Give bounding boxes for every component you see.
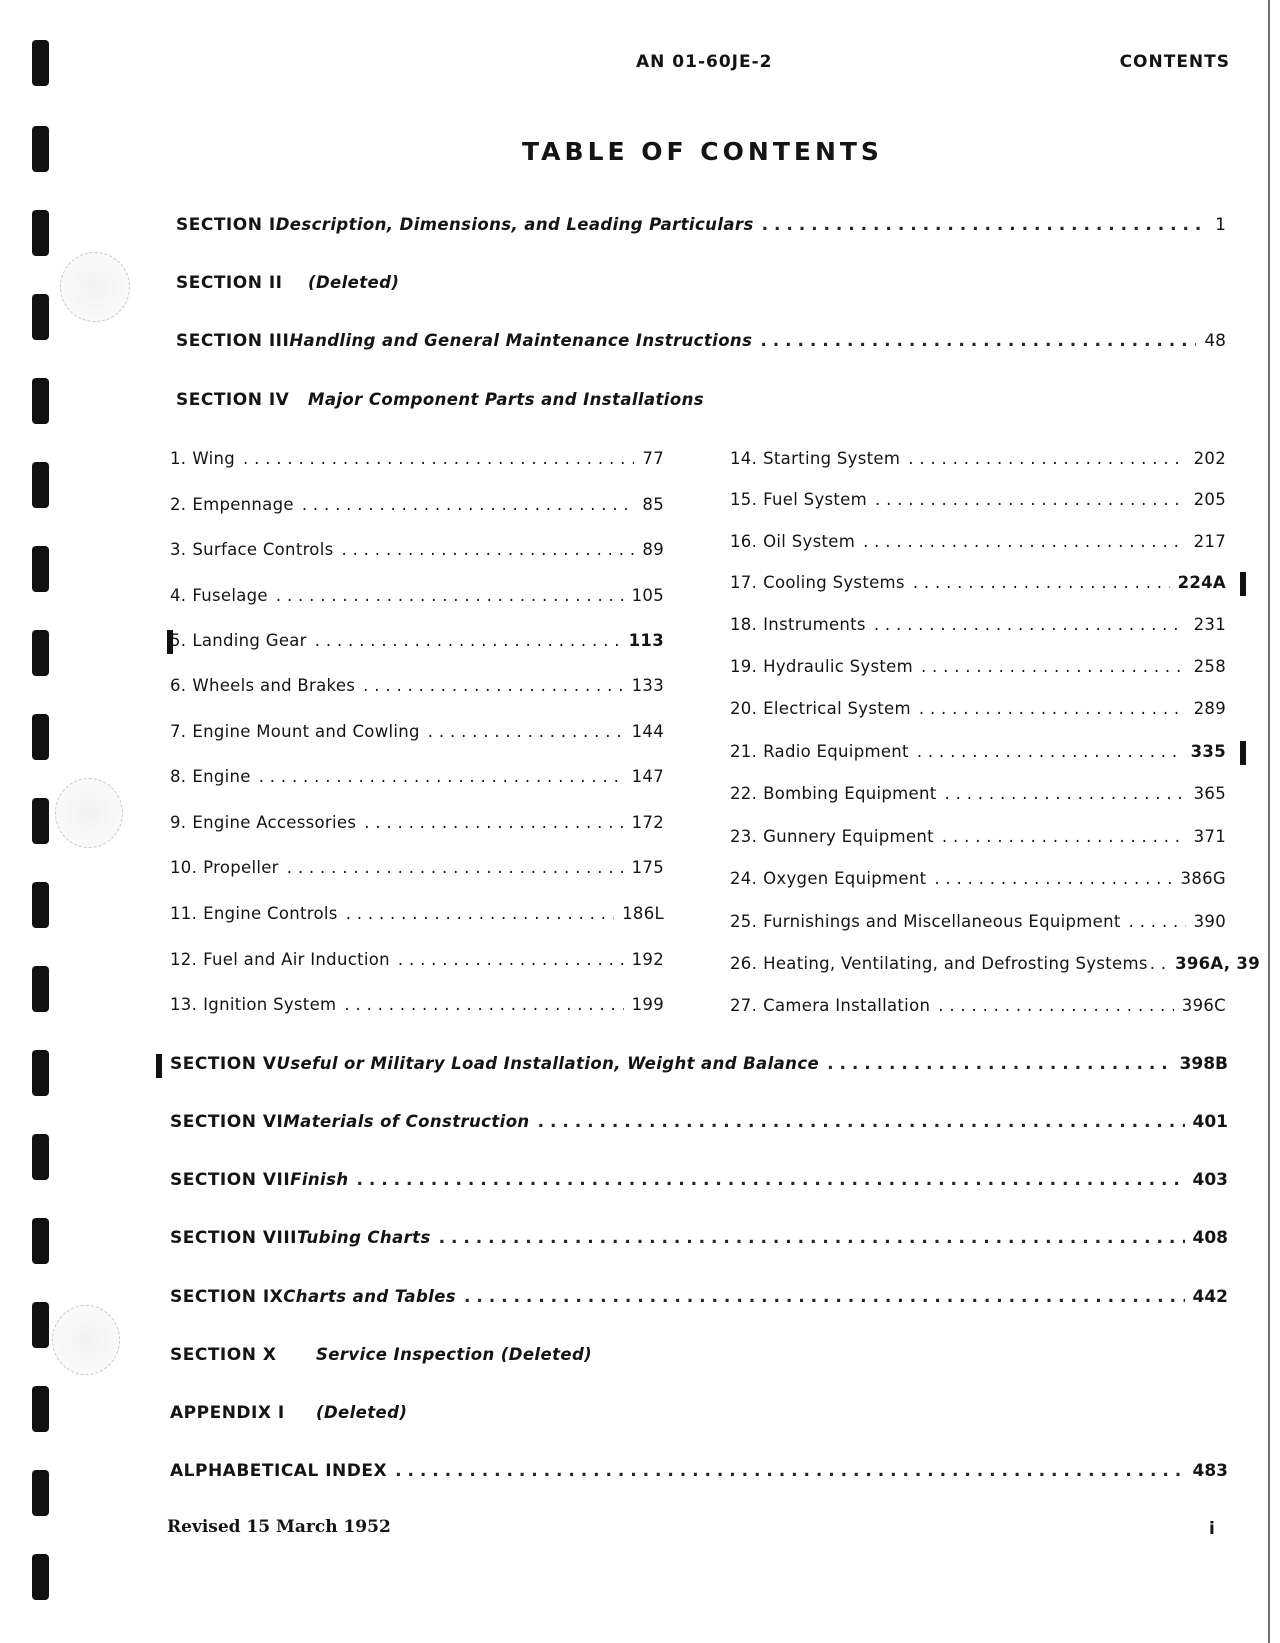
section-label: SECTION IX xyxy=(170,1287,284,1307)
item-name: Furnishings and Miscellaneous Equipment xyxy=(763,912,1121,931)
item-number: 27. xyxy=(730,996,758,1015)
toc-subentry[interactable] xyxy=(730,612,1226,638)
page-reference: 365 xyxy=(1193,784,1226,803)
page-reference: 289 xyxy=(1193,699,1226,718)
revision-date: Revised 15 March 1952 xyxy=(167,1517,391,1537)
dot-leader xyxy=(464,1284,1184,1310)
item-name: Radio Equipment xyxy=(763,742,909,761)
dot-leader xyxy=(874,612,1186,638)
page-reference: 217 xyxy=(1193,532,1226,551)
toc-subentry[interactable] xyxy=(170,537,664,563)
toc-subentry[interactable] xyxy=(170,719,664,745)
page-reference: 408 xyxy=(1192,1228,1228,1248)
item-name: Wheels and Brakes xyxy=(192,676,356,695)
toc-subentry[interactable] xyxy=(170,810,664,836)
dot-leader xyxy=(908,446,1185,472)
binder-hole xyxy=(32,1302,49,1348)
item-number: 12. xyxy=(170,950,198,969)
binder-hole xyxy=(32,1386,49,1432)
page-reference: 172 xyxy=(631,813,664,832)
dot-leader xyxy=(762,212,1208,238)
page-reference: 386G xyxy=(1180,869,1226,888)
section-title: Service Inspection (Deleted) xyxy=(316,1345,593,1364)
dot-leader xyxy=(398,947,624,973)
dot-leader xyxy=(938,993,1174,1019)
dot-leader xyxy=(827,1051,1171,1077)
page-reference: 144 xyxy=(631,722,664,741)
item-number: 7. xyxy=(170,722,187,741)
page-reference: 48 xyxy=(1204,331,1226,351)
binder-hole xyxy=(32,882,49,928)
page-reference: 442 xyxy=(1192,1287,1228,1307)
item-name: Starting System xyxy=(763,449,901,468)
section-title: Materials of Construction xyxy=(283,1112,530,1131)
section-label: SECTION VI xyxy=(170,1112,284,1132)
page-reference: 85 xyxy=(642,495,664,514)
toc-subentry[interactable] xyxy=(170,764,664,790)
page-reference: 224A xyxy=(1177,573,1226,592)
binder-hole xyxy=(32,966,49,1012)
toc-subentry[interactable] xyxy=(170,446,664,472)
punch-hole-mark xyxy=(52,1305,120,1375)
binder-hole xyxy=(32,1470,49,1516)
section-title: Description, Dimensions, and Leading Particulars xyxy=(275,215,754,234)
item-number: 3. xyxy=(170,540,187,559)
dot-leader xyxy=(1150,951,1173,977)
toc-subentry[interactable] xyxy=(730,866,1226,892)
toc-subentry[interactable] xyxy=(170,583,664,609)
page-reference: 258 xyxy=(1193,657,1226,676)
toc-subentry[interactable] xyxy=(730,951,1260,977)
page-reference: 231 xyxy=(1193,615,1226,634)
page-reference: 401 xyxy=(1192,1112,1228,1132)
section-label: SECTION IV xyxy=(176,390,290,410)
dot-leader xyxy=(538,1109,1185,1135)
item-number: 8. xyxy=(170,767,187,786)
dot-leader xyxy=(395,1458,1184,1484)
page-reference: 403 xyxy=(1192,1170,1228,1190)
binder-hole xyxy=(32,462,49,508)
dot-leader xyxy=(363,673,623,699)
section-label: ALPHABETICAL INDEX xyxy=(170,1461,388,1481)
item-number: 6. xyxy=(170,676,187,695)
toc-subentry[interactable] xyxy=(170,628,664,654)
page-reference: 113 xyxy=(628,631,664,650)
item-number: 9. xyxy=(170,813,187,832)
toc-entry[interactable] xyxy=(176,328,1226,354)
dot-leader xyxy=(921,654,1186,680)
dot-leader xyxy=(934,866,1172,892)
section-title: Useful or Military Load Installation, Weight and Balance xyxy=(276,1054,820,1073)
item-number: 20. xyxy=(730,699,758,718)
running-header xyxy=(0,52,1280,82)
toc-subentry[interactable] xyxy=(170,673,664,699)
item-number: 22. xyxy=(730,784,758,803)
dot-leader xyxy=(364,810,623,836)
binder-hole xyxy=(32,798,49,844)
section-title: Charts and Tables xyxy=(283,1287,457,1306)
section-label: SECTION I xyxy=(176,215,276,235)
item-name: Bombing Equipment xyxy=(763,784,937,803)
binder-hole xyxy=(32,1218,49,1264)
toc-entry[interactable] xyxy=(170,1167,1228,1193)
page-reference: 390 xyxy=(1193,912,1226,931)
dot-leader xyxy=(913,570,1170,596)
page-reference: 199 xyxy=(631,995,664,1014)
item-name: Ignition System xyxy=(203,995,337,1014)
page-reference: 335 xyxy=(1190,742,1226,761)
toc-entry[interactable] xyxy=(170,1225,1228,1251)
binder-hole xyxy=(32,1050,49,1096)
header-section-label: CONTENTS xyxy=(1119,52,1230,72)
item-name: Gunnery Equipment xyxy=(763,827,934,846)
binder-hole xyxy=(32,210,49,256)
toc-subentry[interactable] xyxy=(730,781,1226,807)
section-label: SECTION II xyxy=(176,273,283,293)
change-bar xyxy=(156,1054,162,1078)
item-number: 4. xyxy=(170,586,187,605)
item-number: 25. xyxy=(730,912,758,931)
item-number: 23. xyxy=(730,827,758,846)
item-name: Camera Installation xyxy=(763,996,931,1015)
binder-hole xyxy=(32,1134,49,1180)
item-name: Fuel System xyxy=(763,490,867,509)
page-reference: 77 xyxy=(642,449,664,468)
toc-subentry[interactable] xyxy=(170,855,664,881)
change-bar xyxy=(1240,741,1246,765)
toc-subentry[interactable] xyxy=(730,529,1226,555)
item-name: Propeller xyxy=(203,858,279,877)
dot-leader xyxy=(945,781,1186,807)
item-number: 14. xyxy=(730,449,758,468)
item-name: Heating, Ventilating, and Defrosting Systems xyxy=(763,954,1148,973)
document-number: AN 01-60JE-2 xyxy=(636,52,773,72)
item-number: 19. xyxy=(730,657,758,676)
binder-hole xyxy=(32,294,49,340)
item-name: Oil System xyxy=(763,532,856,551)
toc-subentry[interactable] xyxy=(170,947,664,973)
dot-leader xyxy=(917,739,1183,765)
toc-entry[interactable] xyxy=(170,1458,1228,1484)
item-number: 5. xyxy=(170,631,187,650)
section-title: (Deleted) xyxy=(316,1403,408,1422)
item-number: 18. xyxy=(730,615,758,634)
page-reference: 105 xyxy=(631,586,664,605)
toc-entry[interactable] xyxy=(176,387,1226,413)
item-number: 17. xyxy=(730,573,758,592)
toc-subentry[interactable] xyxy=(730,824,1226,850)
dot-leader xyxy=(428,719,624,745)
toc-entry[interactable] xyxy=(170,1109,1228,1135)
dot-leader xyxy=(287,855,624,881)
page-reference: 1 xyxy=(1215,215,1226,235)
binder-hole xyxy=(32,1554,49,1600)
item-number: 16. xyxy=(730,532,758,551)
item-name: Fuselage xyxy=(192,586,268,605)
toc-subentry[interactable] xyxy=(730,696,1226,722)
section-title: Finish xyxy=(290,1170,349,1189)
dot-leader xyxy=(346,901,614,927)
dot-leader xyxy=(259,764,624,790)
toc-subentry[interactable] xyxy=(730,487,1226,513)
item-number: 13. xyxy=(170,995,198,1014)
dot-leader xyxy=(302,492,635,518)
binder-hole xyxy=(32,546,49,592)
dot-leader xyxy=(342,537,635,563)
item-name: Electrical System xyxy=(763,699,911,718)
page-reference: 175 xyxy=(631,858,664,877)
item-name: Engine Accessories xyxy=(192,813,357,832)
dot-leader xyxy=(760,328,1196,354)
toc-subentry[interactable] xyxy=(730,570,1226,596)
page-reference: 483 xyxy=(1192,1461,1228,1481)
dot-leader xyxy=(315,628,621,654)
item-name: Hydraulic System xyxy=(763,657,913,676)
page-reference: 147 xyxy=(631,767,664,786)
dot-leader xyxy=(919,696,1186,722)
item-name: Surface Controls xyxy=(192,540,334,559)
toc-entry[interactable] xyxy=(170,1400,1228,1426)
toc-entry[interactable] xyxy=(176,212,1226,238)
page-edge xyxy=(1268,0,1270,1643)
item-number: 24. xyxy=(730,869,758,888)
section-label: SECTION VIII xyxy=(170,1228,297,1248)
page-reference: 89 xyxy=(642,540,664,559)
page-reference: 398B xyxy=(1179,1054,1228,1074)
punch-hole-mark xyxy=(60,252,130,322)
section-title: Major Component Parts and Installations xyxy=(308,390,704,409)
item-name: Engine Controls xyxy=(203,904,338,923)
section-title: Handling and General Maintenance Instructions xyxy=(289,331,753,350)
section-title: Tubing Charts xyxy=(296,1228,431,1247)
item-name: Engine Mount and Cowling xyxy=(192,722,420,741)
dot-leader xyxy=(1129,909,1186,935)
change-bar xyxy=(1240,572,1246,596)
toc-subentry[interactable] xyxy=(170,492,664,518)
dot-leader xyxy=(875,487,1186,513)
item-number: 15. xyxy=(730,490,758,509)
toc-subentry[interactable] xyxy=(730,654,1226,680)
binder-hole xyxy=(32,714,49,760)
page-title: TABLE OF CONTENTS xyxy=(522,137,883,166)
page-reference: 396C xyxy=(1181,996,1226,1015)
binder-hole xyxy=(32,630,49,676)
toc-subentry[interactable] xyxy=(730,909,1226,935)
section-label: SECTION III xyxy=(176,331,290,351)
toc-entry[interactable] xyxy=(176,270,1226,296)
section-label: SECTION VII xyxy=(170,1170,291,1190)
toc-entry[interactable] xyxy=(170,1284,1228,1310)
section-title: (Deleted) xyxy=(308,273,400,292)
page-reference: 371 xyxy=(1193,827,1226,846)
toc-entry[interactable] xyxy=(170,1342,1228,1368)
toc-entry[interactable] xyxy=(170,1051,1228,1077)
page-reference: 133 xyxy=(631,676,664,695)
toc-subentry[interactable] xyxy=(170,901,664,927)
page-reference: 202 xyxy=(1193,449,1226,468)
item-name: Landing Gear xyxy=(192,631,307,650)
dot-leader xyxy=(439,1225,1185,1251)
dot-leader xyxy=(863,529,1186,555)
section-label: SECTION V xyxy=(170,1054,277,1074)
item-number: 26. xyxy=(730,954,758,973)
item-number: 11. xyxy=(170,904,198,923)
toc-subentry[interactable] xyxy=(170,992,664,1018)
item-name: Instruments xyxy=(763,615,866,634)
toc-subentry[interactable] xyxy=(730,993,1226,1019)
dot-leader xyxy=(276,583,624,609)
section-label: APPENDIX I xyxy=(170,1403,285,1423)
item-name: Oxygen Equipment xyxy=(763,869,927,888)
item-name: Engine xyxy=(192,767,251,786)
page-reference: 186L xyxy=(622,904,664,923)
page-reference: 205 xyxy=(1193,490,1226,509)
item-name: Wing xyxy=(192,449,236,468)
dot-leader xyxy=(356,1167,1184,1193)
item-name: Fuel and Air Induction xyxy=(203,950,390,969)
section-label: SECTION X xyxy=(170,1345,277,1365)
dot-leader xyxy=(243,446,634,472)
item-number: 21. xyxy=(730,742,758,761)
punch-hole-mark xyxy=(55,778,123,848)
item-name: Cooling Systems xyxy=(763,573,905,592)
item-number: 2. xyxy=(170,495,187,514)
item-name: Empennage xyxy=(192,495,294,514)
toc-subentry[interactable] xyxy=(730,446,1226,472)
page-reference: 396A, 39 xyxy=(1175,954,1260,973)
binder-hole xyxy=(32,378,49,424)
page-reference: 192 xyxy=(631,950,664,969)
dot-leader xyxy=(344,992,623,1018)
item-number: 10. xyxy=(170,858,198,877)
toc-subentry[interactable] xyxy=(730,739,1226,765)
item-number: 1. xyxy=(170,449,187,468)
page-number: i xyxy=(1209,1519,1215,1539)
dot-leader xyxy=(942,824,1186,850)
